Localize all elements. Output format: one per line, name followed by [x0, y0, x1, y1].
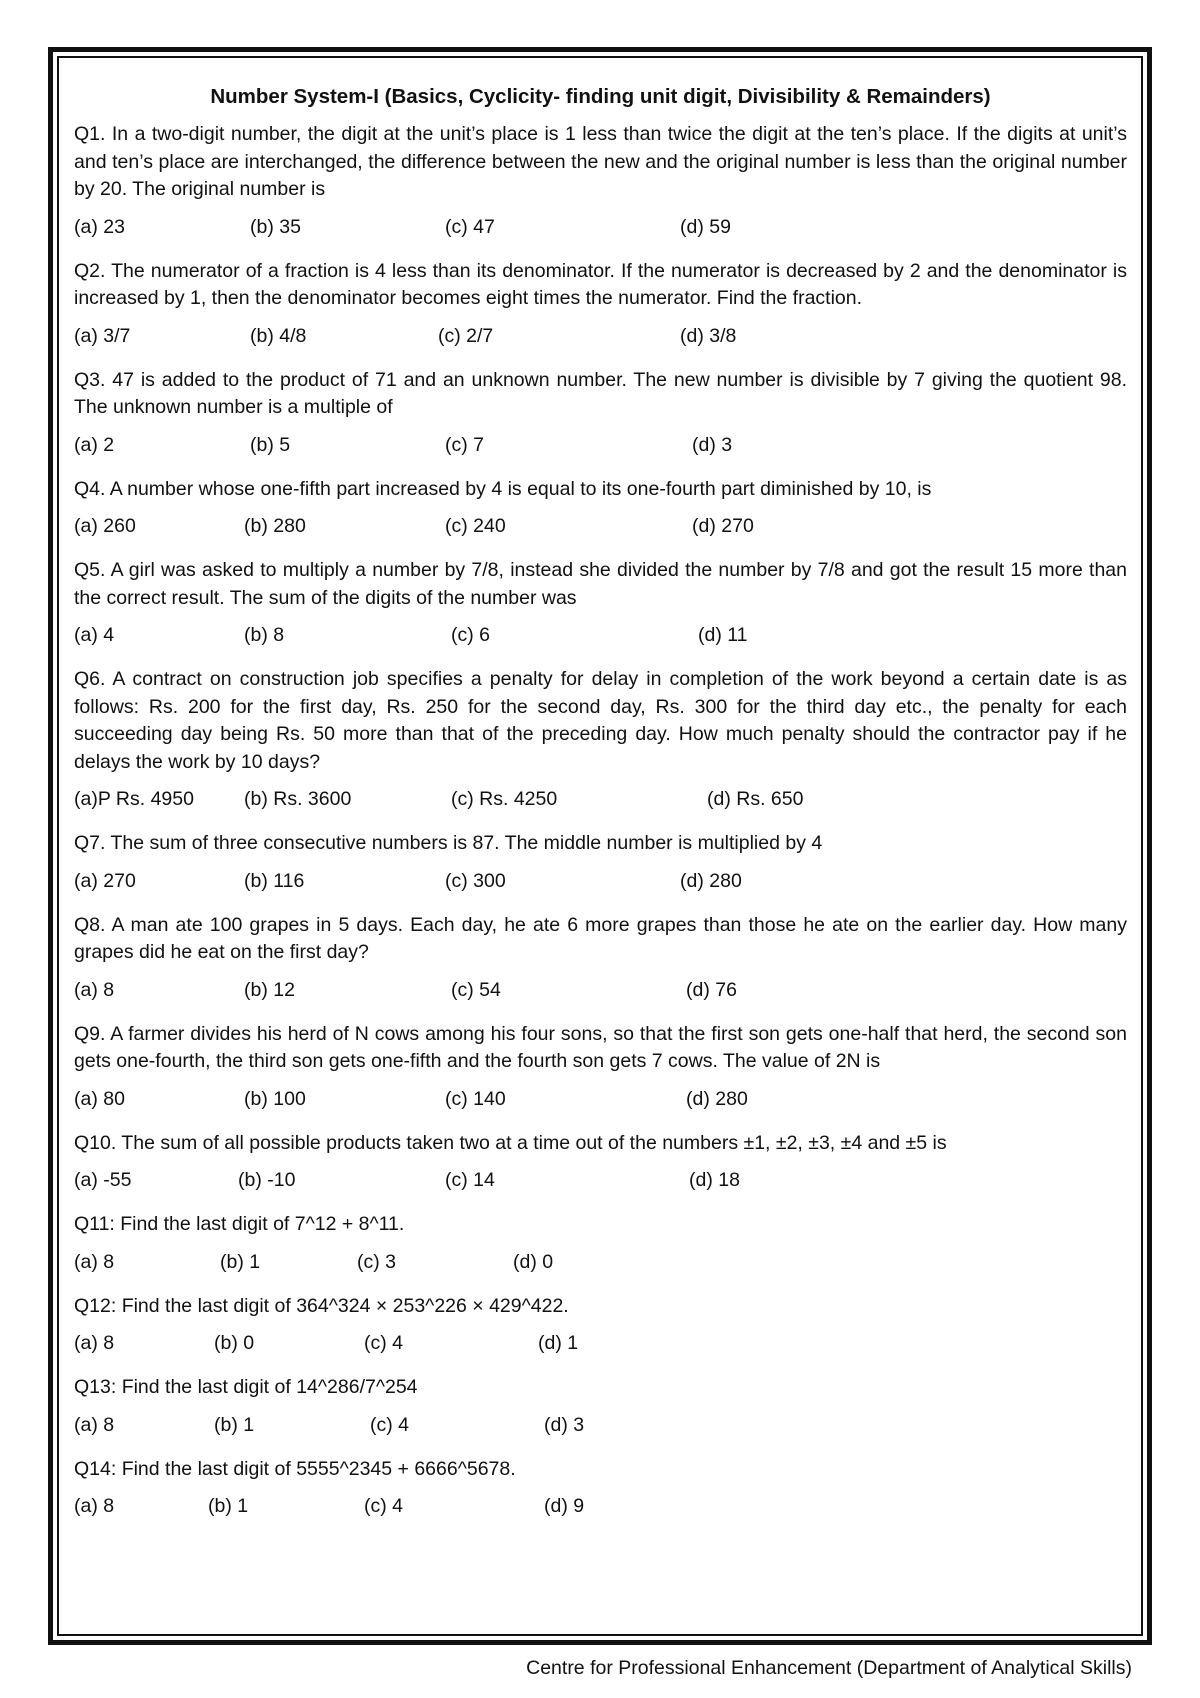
question-text: Q8. A man ate 100 grapes in 5 days. Each day, he ate 6 more grapes than those he ate on the earlier day. How many grapes did he eat on the first day? — [74, 913, 1127, 963]
options-row — [74, 1332, 1127, 1359]
page-content — [57, 56, 1143, 1636]
option-a: (a) 8 — [74, 1495, 115, 1517]
option-a: (a) -55 — [74, 1169, 132, 1191]
option-b: (b) 116 — [244, 869, 305, 892]
option-a: (a) 2 — [74, 433, 115, 456]
question-text: Q1. In a two-digit number, the digit at the unit’s place is 1 less than twice the digit at the ten’s place. If the digits at unit’s and ten’s place are interchanged, the difference between the new and the original number is less than the original number by 20. The original number is — [74, 123, 1127, 200]
option-c: (c) 4 — [364, 1495, 403, 1517]
option-b: (b) Rs. 3600 — [244, 788, 352, 810]
option-a: (a) 3/7 — [74, 324, 131, 347]
option-a: (a) 8 — [74, 1332, 115, 1354]
question-block — [74, 1374, 1127, 1441]
option-d: (d) Rs. 650 — [707, 788, 804, 810]
option-c: (c) 54 — [451, 978, 501, 1001]
question-text: Q11: Find the last digit of 7^12 + 8^11. — [74, 1213, 405, 1235]
question-block — [74, 121, 1127, 243]
question-text: Q2. The numerator of a fraction is 4 less than its denominator. If the numerator is decreased by 2 and the denominator is increased by 1, then the denominator becomes eight times the numerator. Find the fraction. — [74, 259, 1127, 309]
option-b: (b) 8 — [244, 624, 285, 646]
option-d: (d) 280 — [686, 1087, 748, 1110]
option-a: (a) 8 — [74, 1413, 115, 1436]
options-row — [74, 979, 1127, 1006]
option-a: (a) 260 — [74, 515, 136, 537]
option-b: (b) 1 — [220, 1250, 261, 1273]
question-block — [74, 258, 1127, 352]
option-b: (b) 1 — [214, 1413, 255, 1436]
option-d: (d) 9 — [544, 1495, 585, 1517]
option-c: (c) 2/7 — [438, 324, 494, 347]
option-d: (d) 270 — [692, 515, 754, 537]
question-text: Q13: Find the last digit of 14^286/7^254 — [74, 1376, 418, 1398]
question-text: Q14: Find the last digit of 5555^2345 + 6666^5678. — [74, 1457, 516, 1480]
option-a: (a)P Rs. 4950 — [74, 788, 194, 810]
question-text: Q5. A girl was asked to multiply a number by 7/8, instead she divided the number by 7/8 and got the result 15 more than the correct result. The sum of the digits of the number was — [74, 559, 1127, 609]
question-text: Q10. The sum of all possible products taken two at a time out of the numbers ±1, ±2, ±3, ±4 and ±5 is — [74, 1131, 947, 1154]
question-block — [74, 666, 1127, 815]
options-row — [74, 1251, 1127, 1278]
question-block — [74, 1021, 1127, 1115]
option-d: (d) 3/8 — [680, 324, 737, 347]
option-c: (c) 140 — [445, 1087, 506, 1110]
options-row — [74, 216, 1127, 243]
option-a: (a) 4 — [74, 624, 115, 646]
option-b: (b) 4/8 — [250, 324, 307, 347]
question-block — [74, 367, 1127, 461]
footer-text: Centre for Professional Enhancement (Department of Analytical Skills) — [526, 1657, 1132, 1679]
option-a: (a) 8 — [74, 1250, 115, 1273]
question-block — [74, 1293, 1127, 1360]
question-block — [74, 830, 1127, 897]
question-block — [74, 476, 1127, 543]
option-c: (c) 3 — [357, 1250, 396, 1273]
option-d: (d) 11 — [698, 624, 748, 646]
option-d: (d) 18 — [689, 1169, 740, 1191]
option-a: (a) 80 — [74, 1087, 125, 1110]
question-text: Q3. 47 is added to the product of 71 and an unknown number. The new number is divisible by 7 giving the quotient 98. The unknown number is a multiple of — [74, 368, 1127, 418]
option-d: (d) 59 — [680, 215, 731, 238]
question-block — [74, 1130, 1127, 1197]
option-b: (b) 100 — [244, 1087, 306, 1110]
options-row — [74, 1495, 1127, 1522]
options-row — [74, 1169, 1127, 1196]
option-d: (d) 1 — [538, 1332, 579, 1354]
options-row — [74, 1414, 1127, 1441]
option-a: (a) 270 — [74, 869, 136, 892]
option-d: (d) 0 — [513, 1250, 554, 1273]
option-c: (c) 300 — [445, 869, 506, 892]
option-b: (b) 1 — [208, 1495, 249, 1517]
option-c: (c) 4 — [370, 1413, 409, 1436]
option-c: (c) 4 — [364, 1332, 403, 1354]
options-row — [74, 1088, 1127, 1115]
option-c: (c) 6 — [451, 624, 490, 646]
question-text: Q9. A farmer divides his herd of N cows among his four sons, so that the first son gets one-half that herd, the second son gets one-fourth, the third son gets one-fifth and the fourth son gets 7 cows. The value of 2N is — [74, 1022, 1127, 1072]
option-d: (d) 3 — [692, 433, 733, 456]
option-d: (d) 3 — [544, 1413, 585, 1436]
question-block — [74, 912, 1127, 1006]
question-block — [74, 1456, 1127, 1523]
option-b: (b) -10 — [238, 1169, 296, 1191]
option-b: (b) 280 — [244, 515, 306, 537]
question-text: Q6. A contract on construction job specifies a penalty for delay in completion of the work beyond a certain date is as follows: Rs. 200 for the first day, Rs. 250 for the second day, Rs. 300 for the third day etc., the penalty for each succeeding day being Rs. 50 more than that of the preceding day. How much penalty should the contractor pay if he delays the work by 10 days? — [74, 668, 1127, 773]
page-title: Number System-I (Basics, Cyclicity- finding unit digit, Divisibility & Remainders) — [210, 85, 991, 108]
option-b: (b) 35 — [250, 215, 301, 238]
option-d: (d) 280 — [680, 869, 742, 892]
option-c: (c) 7 — [445, 433, 484, 456]
option-c: (c) 14 — [445, 1169, 495, 1191]
question-text: Q4. A number whose one-fifth part increased by 4 is equal to its one-fourth part diminished by 10, is — [74, 477, 932, 500]
options-row — [74, 325, 1127, 352]
question-text: Q12: Find the last digit of 364^324 × 253^226 × 429^422. — [74, 1294, 569, 1317]
option-b: (b) 5 — [250, 433, 291, 456]
options-row — [74, 870, 1127, 897]
option-b: (b) 12 — [244, 978, 295, 1001]
options-row — [74, 434, 1127, 461]
options-row — [74, 624, 1127, 651]
option-d: (d) 76 — [686, 978, 737, 1001]
question-text: Q7. The sum of three consecutive numbers is 87. The middle number is multiplied by 4 — [74, 832, 823, 854]
question-block — [74, 557, 1127, 651]
option-a: (a) 23 — [74, 215, 125, 238]
option-b: (b) 0 — [214, 1332, 255, 1354]
options-row — [74, 788, 1127, 815]
option-c: (c) 47 — [445, 215, 495, 238]
question-block — [74, 1211, 1127, 1278]
option-c: (c) Rs. 4250 — [451, 788, 558, 810]
options-row — [74, 515, 1127, 542]
option-c: (c) 240 — [445, 515, 506, 537]
option-a: (a) 8 — [74, 978, 115, 1001]
